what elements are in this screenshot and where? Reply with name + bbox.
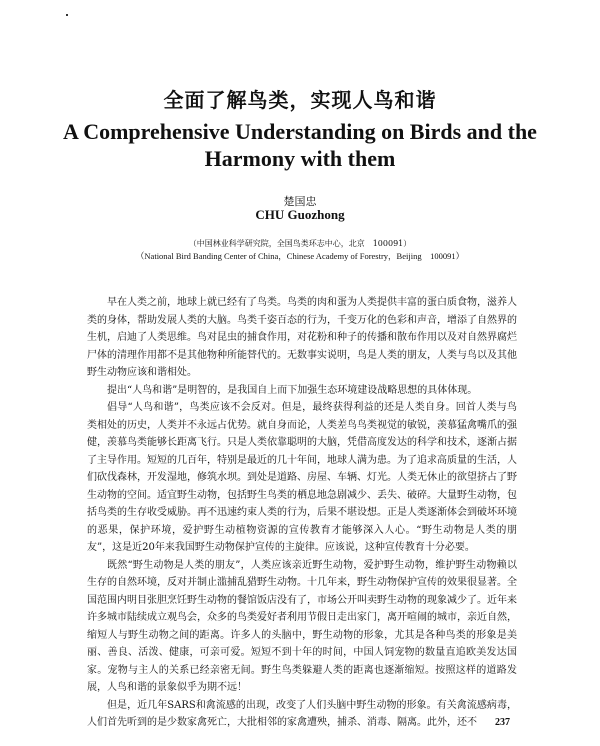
affiliation-chinese: （中国林业科学研究院，全国鸟类环志中心，北京 100091） xyxy=(188,239,412,248)
body-text xyxy=(87,294,517,732)
paragraph: 早在人类之前，地球上就已经有了鸟类。鸟类的肉和蛋为人类提供丰富的蛋白质食物，滋养人类的身体，帮助发展人类的大脑。鸟类千姿百态的行为，千变万化的色彩和声音，增添了自然界的生机，启迪了人类思维。鸟对昆虫的捕食作用，对花粉和种子的传播和散布作用以及对自然界腐烂尸体的清理作用都不是其他物种所能替代的。无数事实说明，鸟是人类的朋友，人类与鸟以及其他野生动物应该和谐相处。 xyxy=(87,297,517,378)
paragraph: 但是，近几年SARS和禽流感的出现，改变了人们头脑中野生动物的形象。有关禽流感病毒，人们首先听到的是少数家禽死亡，大批相邻的家禽遭殃，捕杀、消毒、隔离。此外，还不 xyxy=(87,699,517,728)
title-chinese: 全面了解鸟类，实现人鸟和谐 xyxy=(163,88,437,112)
scan-speck xyxy=(66,14,68,16)
title-english: A Comprehensive Understanding on Birds and the Harmony with them xyxy=(63,119,537,171)
paragraph: 倡导“人鸟和谐”，鸟类应该不会反对。但是，最终获得利益的还是人类自身。回首人类与鸟类相处的历史，人类并不永远占优势。就自身而论，人类差鸟鸟类视觉的敏锐，羡慕猛禽嘴爪的强健，羡慕鸟类能够长距离飞行。只是人类依靠聪明的大脑，凭借高度发达的科学和技术，逐渐占据了主导作用。短短的几百年，特别是最近的几十年间，地球人满为患。为了追求高质量的生活，人们砍伐森林，开发湿地，修筑水坝。到处是道路、房屋、车辆、灯光。人类无休止的欲望挤占了野生动物的空间。适宜野生动物，包括野生鸟类的栖息地急剧减少、丢失、破碎。大量野生动物，包括鸟类的生存收受威胁。再不迅速约束人类的行为，后果不堪设想。正是人类逐渐体会到破坏环境的恶果，保护环境，爱护野生动植物资源的宣传教育才能够深入人心。“野生动物是人类的朋友”，这是近20年来我国野生动物保护宣传的主旋律。应该说，这种宣传教育十分必要。 xyxy=(87,402,517,553)
paragraph: 既然“野生动物是人类的朋友”，人类应该亲近野生动物，爱护野生动物，维护野生动物赖以生存的自然环境，反对并制止滥捕乱猎野生动物。十几年来，野生动物保护宣传的效果很显著。全国范围内明目张胆烹饪野生动物的餐馆饭店没有了，市场公开叫卖野生动物的现象减少了。近年来许多城市陆续成立观鸟会，众多的鸟类爱好者利用节假日走出家门，离开喧闹的城市，亲近自然，缩短人与野生动物之间的距离。许多人的头脑中，野生动物的形象，尤其是各种鸟类的形象是美丽、善良、活泼、健康，可亲可爱。短短不到十年的时间，中国人饲宠物的数量直追欧美发达国家。宠物与主人的关系已经亲密无间。野生鸟类躲避人类的距离也逐渐缩短。按照这样的道路发展，人鸟和谐的景象似乎为期不远！ xyxy=(87,559,517,693)
page-number: 237 xyxy=(495,717,510,728)
paragraph: 提出“人鸟和谐”是明智的，是我国自上而下加强生态环境建设战略思想的具体体现。 xyxy=(107,384,478,396)
author-english: CHU Guozhong xyxy=(255,207,345,222)
author-chinese: 楚国忠 xyxy=(283,195,317,208)
affiliation-english: （National Bird Banding Center of China，Chinese Academy of Forestry，Beijing 100091） xyxy=(135,251,465,261)
